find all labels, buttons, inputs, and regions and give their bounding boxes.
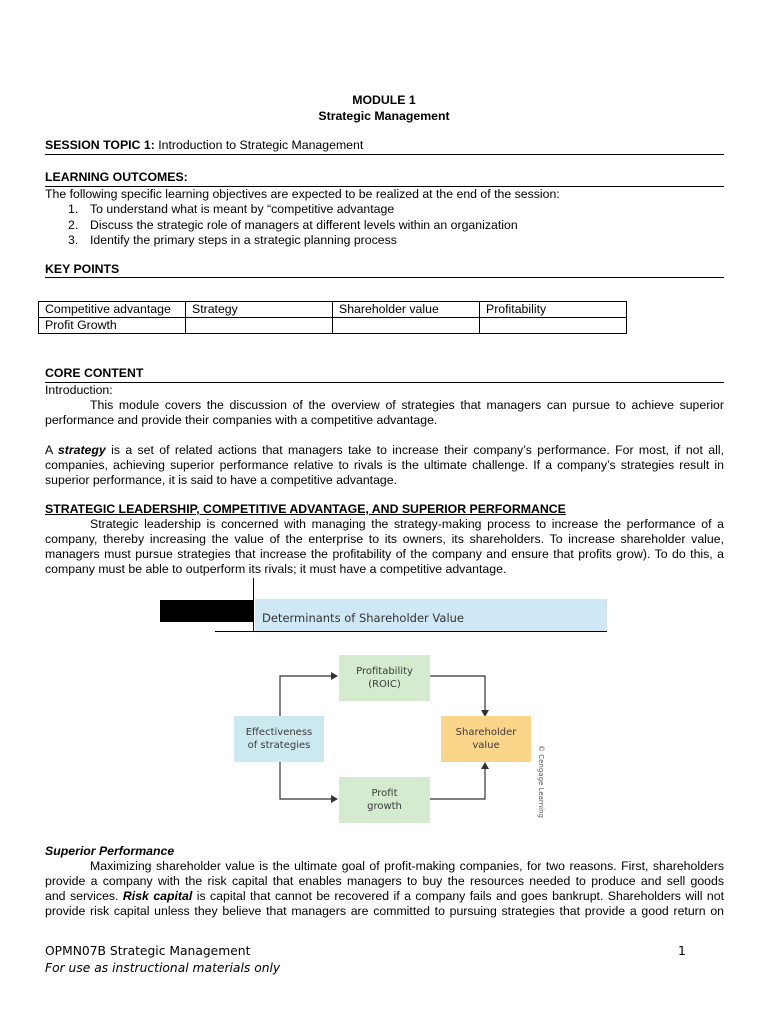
core-content-heading: CORE CONTENT [45,366,144,380]
leadership-paragraph-line: company, thereby increasing the value of the enterprise to its owners, its shareholders. To increase shareholder value, [45,532,724,546]
superior-paragraph-line: provide risk capital unless they believe that managers are committed to pursuing strategies that provide a good return on [45,904,724,918]
intro-paragraph-line: performance and provide their companies with a competitive advantage. [45,413,438,427]
learning-outcomes-heading: LEARNING OUTCOMES: [45,170,188,184]
list-text: Discuss the strategic role of managers at different levels within an organization [90,218,518,232]
superior-paragraph-line: Maximizing shareholder value is the ultimate goal of profit-making companies, for two reasons. First, shareholders [90,859,724,873]
list-number: 2. [68,218,79,232]
footer-note: For use as instructional materials only [45,961,281,975]
table-cell: Competitive advantage [39,302,186,318]
box-line: of strategies [247,740,311,751]
text: is capital that cannot be recovered if a company fails and goes bankrupt. Shareholders will not [192,889,724,903]
strategy-paragraph-line: superior performance, it is said to have a competitive advantage. [45,473,398,487]
superior-heading: Superior Performance [45,844,175,858]
session-text: Introduction to Strategic Management [154,138,364,152]
box-line: growth [367,801,402,812]
table-cell: Profit Growth [39,318,186,334]
table-cell: Strategy [186,302,333,318]
arrow-growth-to-value [430,764,485,799]
key-points-heading: KEY POINTS [45,262,120,276]
box-label [356,665,413,691]
arrow-to-profitability [280,676,336,716]
box-line: Shareholder [455,727,517,738]
footer-page-number: 1 [678,944,686,958]
list-text: To understand what is meant by “competitive advantage [90,202,395,216]
box-profitability [339,655,430,701]
box-label [246,726,313,752]
figure-title: Determinants of Shareholder Value [262,611,465,625]
text: is a set of related actions that managers take to increase their company’s performance. For most, if not all, [105,443,724,457]
box-shareholder-value [441,716,531,762]
leadership-paragraph-line: company must be able to outperform its rivals; it must have a competitive advantage. [45,562,507,576]
box-label [456,726,517,752]
text: and services. [45,889,123,903]
list-text: Identify the primary steps in a strategic planning process [90,233,397,247]
strategy-paragraph-line: companies, achieving superior performance relative to rivals is the ultimate challenge. If a company’s strategies result in [45,458,724,472]
risk-capital-term: Risk capital [122,889,193,903]
strategy-term: strategy [57,443,106,457]
superior-paragraph-line [45,889,724,904]
intro-label: Introduction: [45,383,113,397]
arrow-to-profit-growth [280,762,336,799]
arrow-head-icon [481,762,489,769]
table-cell: Shareholder value [333,302,480,318]
box-line: Profit [371,788,398,799]
list-number: 1. [68,202,79,216]
box-profit-growth [339,777,430,823]
learning-outcomes-intro: The following specific learning objectives are expected to be realized at the end of the session: [45,187,560,201]
session-label: SESSION TOPIC 1: [45,138,155,152]
leadership-paragraph-line: Strategic leadership is concerned with managing the strategy-making process to increase the performance of a [90,517,724,531]
list-number: 3. [68,233,79,247]
intro-paragraph-line: This module covers the discussion of the overview of strategies that managers can pursue to achieve superior [90,398,724,412]
footer-course: OPMN07B Strategic Management [45,944,251,958]
module-title: MODULE 1 [352,93,416,107]
superior-paragraph-line: provide a company with the risk capital that enables managers to buy the resources needed to produce and sell goods [45,874,724,888]
text: A [45,443,58,457]
box-line: value [472,740,500,751]
leadership-paragraph-line: managers must pursue strategies that increase the profitability of the company and ensure that profits grow). To do this, a [45,547,724,561]
module-subtitle: Strategic Management [318,109,450,123]
figure-credit: © Cengage Learning [537,745,545,818]
box-label [367,787,402,813]
box-effectiveness-of-strategies [234,716,324,762]
table-cell: Profitability [480,302,627,318]
box-line: (ROIC) [368,679,401,690]
box-line: Profitability [356,666,413,677]
arrow-profitability-to-value [430,676,485,715]
box-line: Effectiveness [245,727,313,738]
arrow-head-icon [331,672,338,680]
leadership-heading: STRATEGIC LEADERSHIP, COMPETITIVE ADVANTAGE, AND SUPERIOR PERFORMANCE [45,502,566,516]
arrow-head-icon [331,795,338,803]
